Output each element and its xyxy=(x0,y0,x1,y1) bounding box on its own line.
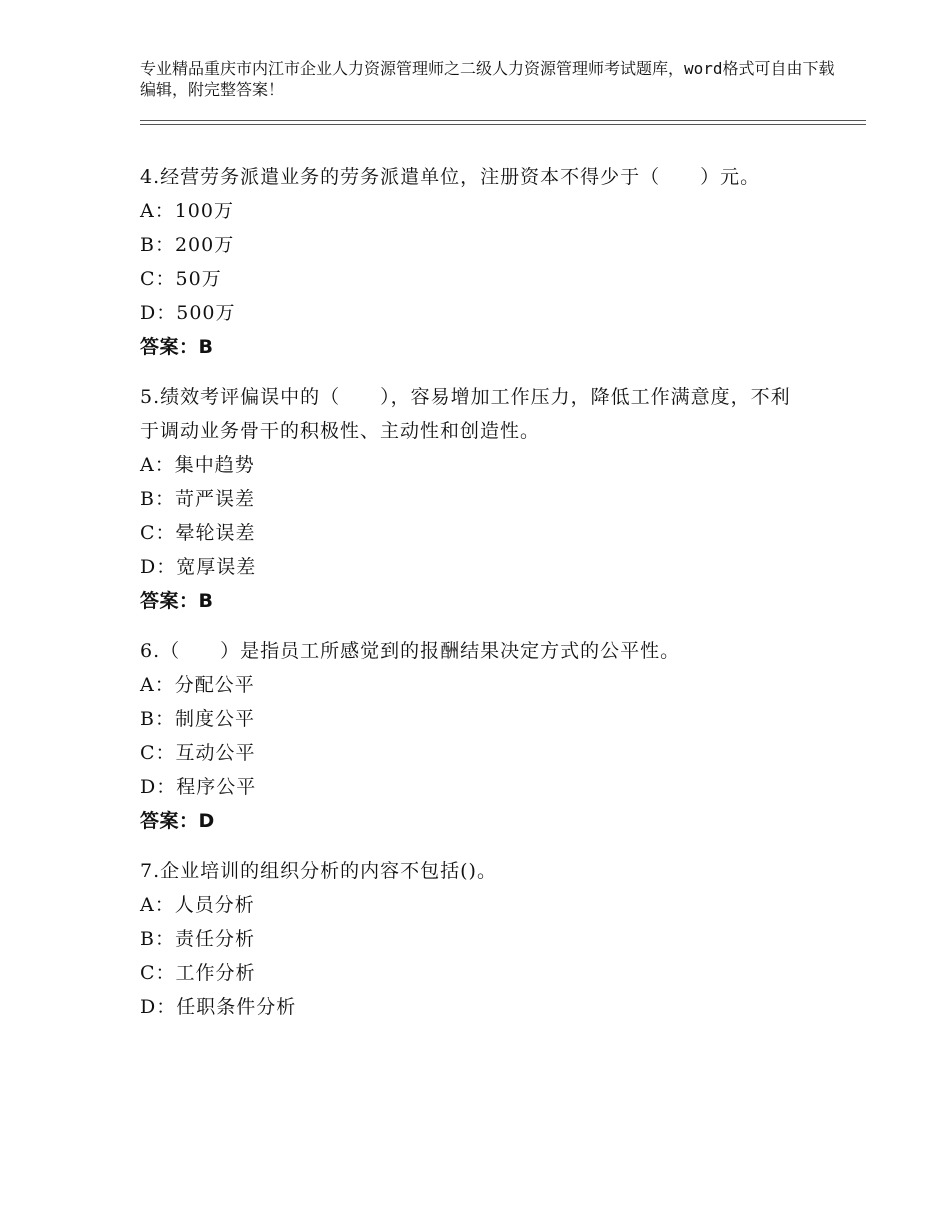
answer-label: 答案：B xyxy=(140,336,214,358)
option-b: B：苛严误差 xyxy=(140,488,255,510)
question-6 xyxy=(140,634,800,838)
option-d: D：宽厚误差 xyxy=(140,556,257,578)
question-stem: 7.企业培训的组织分析的内容不包括()。 xyxy=(140,860,497,882)
option-a: A：100万 xyxy=(140,200,234,222)
answer-label: 答案：D xyxy=(140,810,215,832)
question-5 xyxy=(140,380,800,618)
question-4 xyxy=(140,160,800,364)
question-list xyxy=(140,160,800,1040)
option-c: C：工作分析 xyxy=(140,962,256,984)
option-a: A：集中趋势 xyxy=(140,454,255,476)
option-a: A：人员分析 xyxy=(140,894,255,916)
question-7 xyxy=(140,854,800,1024)
question-stem: 5.绩效考评偏误中的（ ），容易增加工作压力，降低工作满意度，不利于调动业务骨干的积极性、主动性和创造性。 xyxy=(140,386,791,442)
option-d: D：程序公平 xyxy=(140,776,257,798)
question-stem: 6.（ ）是指员工所感觉到的报酬结果决定方式的公平性。 xyxy=(140,640,681,662)
option-b: B：200万 xyxy=(140,234,235,256)
option-c: C：晕轮误差 xyxy=(140,522,256,544)
option-c: C：50万 xyxy=(140,268,222,290)
option-d: D：500万 xyxy=(140,302,236,324)
answer-label: 答案：B xyxy=(140,590,214,612)
option-b: B：责任分析 xyxy=(140,928,255,950)
document-header: 专业精品重庆市内江市企业人力资源管理师之二级人力资源管理师考试题库，word格式可自由下载编辑，附完整答案！ xyxy=(140,59,835,99)
header-divider xyxy=(140,120,866,125)
option-c: C：互动公平 xyxy=(140,742,256,764)
question-stem: 4.经营劳务派遣业务的劳务派遣单位，注册资本不得少于（ ）元。 xyxy=(140,166,761,188)
option-b: B：制度公平 xyxy=(140,708,255,730)
option-d: D：任职条件分析 xyxy=(140,996,297,1018)
option-a: A：分配公平 xyxy=(140,674,255,696)
